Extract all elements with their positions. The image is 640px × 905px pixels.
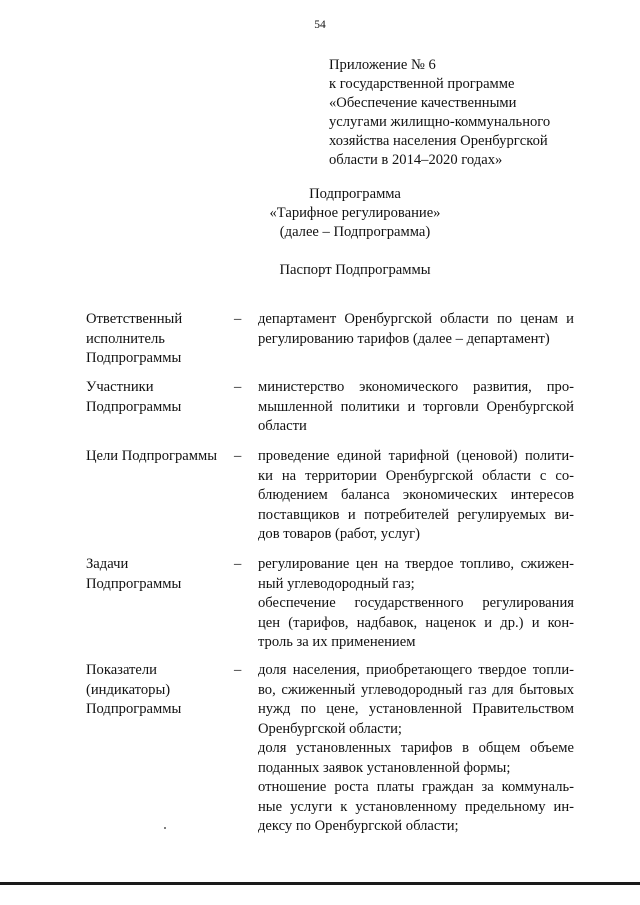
row-dash: – — [234, 379, 242, 395]
row-value-line: министерство экономического развития, про- — [258, 379, 574, 395]
subprogram-title-line: Подпрограмма — [309, 186, 401, 202]
row-value-line: ки на территории Оренбургской области с со- — [258, 467, 574, 484]
row-value-line: поданных заявок установленной формы; — [258, 759, 511, 776]
appendix-line: «Обеспечение качественными — [329, 95, 517, 111]
row-value-line: цен (тарифов, надбавок, наценок и др.) и кон- — [258, 614, 574, 631]
row-value-line: мышленной политики и торговли Оренбургской — [258, 398, 574, 415]
row-label-line: (индикаторы) — [86, 681, 171, 698]
appendix-line: к государственной программе — [329, 76, 515, 92]
row-label — [86, 447, 236, 467]
row-value — [258, 447, 574, 545]
row-value-line: регулирование цен на твердое топливо, сжижен- — [258, 556, 574, 572]
row-label — [86, 555, 236, 594]
subprogram-title-line: «Тарифное регулирование» — [269, 205, 441, 221]
appendix-heading — [329, 56, 550, 170]
appendix-line: услугами жилищно-коммунального — [329, 114, 551, 130]
subprogram-title-line: (далее – Подпрограмма) — [279, 224, 431, 240]
row-value — [258, 555, 574, 653]
row-value-line: ные услуги к установленному предельному ин- — [258, 798, 574, 815]
page-number: 54 — [314, 19, 326, 31]
row-dash: – — [234, 448, 242, 464]
row-label-line: Участники — [86, 379, 154, 395]
row-value — [258, 661, 574, 837]
row-label-line: Цели Подпрограммы — [86, 448, 218, 464]
row-value-line: регулированию тарифов (далее – департамент) — [258, 330, 550, 347]
row-value-line: дексу по Оренбургской области; — [258, 818, 459, 834]
row-label-line: Подпрограммы — [86, 350, 182, 366]
row-label — [86, 661, 236, 720]
subprogram-title — [0, 185, 640, 242]
bottom-rule — [0, 882, 640, 885]
row-value-line: дов товаров (работ, услуг) — [258, 526, 420, 542]
row-label-line: Ответственный — [86, 311, 183, 327]
appendix-line: хозяйства населения Оренбургской — [329, 133, 548, 149]
row-dash: – — [234, 662, 242, 678]
row-value-line: доля населения, приобретающего твердое топли- — [258, 662, 574, 678]
row-label — [86, 378, 236, 417]
row-value — [258, 378, 574, 437]
row-value-line: ный углеводородный газ; — [258, 575, 415, 592]
appendix-line: области в 2014–2020 годах» — [329, 152, 503, 168]
row-dash: – — [234, 311, 242, 327]
row-label-line: Подпрограммы — [86, 398, 182, 415]
passport-title: Паспорт Подпрограммы — [279, 262, 431, 278]
row-label-line: исполнитель — [86, 330, 165, 347]
row-value-line: проведение единой тарифной (ценовой) полити- — [258, 448, 574, 464]
row-value — [258, 310, 574, 349]
row-value-line: поставщиков и потребителей регулируемых ви- — [258, 506, 574, 523]
row-value-line: департамент Оренбургской области по ценам и — [258, 311, 574, 327]
row-value-line: Оренбургской области; — [258, 720, 402, 737]
row-value-line: нужд по цене, установленной Правительством — [258, 701, 574, 717]
row-dash: – — [234, 556, 242, 572]
row-label — [86, 310, 236, 369]
row-value-line: доля установленных тарифов в общем объеме — [258, 740, 574, 756]
row-label-line: Задачи — [86, 556, 129, 572]
row-value-line: отношение роста платы граждан за коммуналь- — [258, 779, 574, 795]
scan-speck — [164, 827, 166, 829]
row-value-line: области — [258, 418, 307, 434]
row-value-line: троль за их применением — [258, 634, 416, 650]
row-value-line: во, сжиженный углеводородный газ для бытовых — [258, 681, 574, 698]
appendix-line: Приложение № 6 — [329, 57, 436, 73]
row-label-line: Подпрограммы — [86, 575, 182, 592]
row-label-line: Показатели — [86, 662, 157, 678]
row-label-line: Подпрограммы — [86, 701, 182, 717]
row-value-line: обеспечение государственного регулирования — [258, 595, 574, 611]
row-value-line: блюдением баланса экономических интересов — [258, 487, 574, 503]
